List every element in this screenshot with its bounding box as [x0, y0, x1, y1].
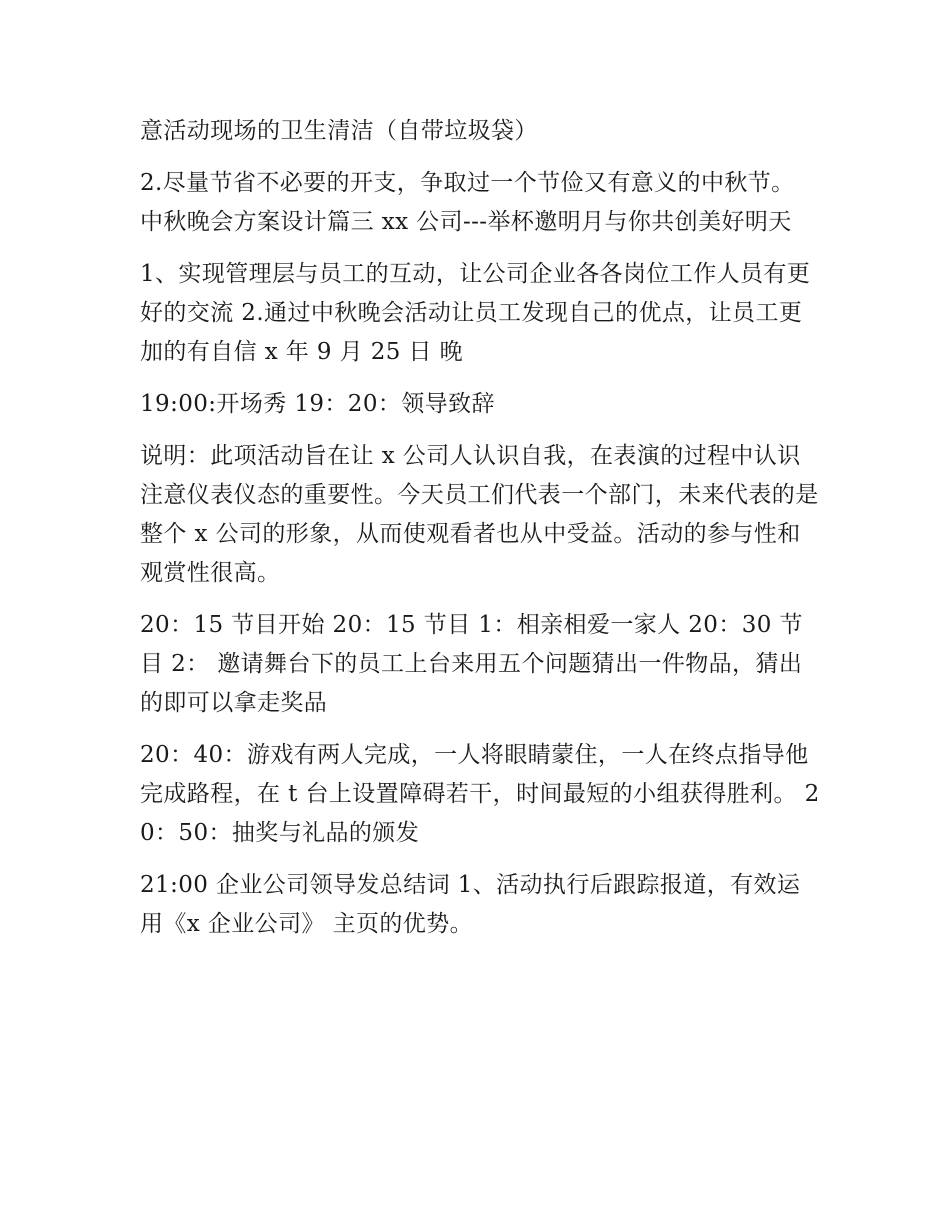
- paragraph-opening-schedule: 19:00:开场秀 19：20：领导致辞: [140, 391, 495, 417]
- document-body: [140, 112, 820, 957]
- paragraph-game-and-lottery: 20：40：游戏有两人完成，一人将眼睛蒙住，一人在终点指导他完成路程，在 t 台上设置障碍若干，时间最短的小组获得胜利。 20：50：抽奖与礼品的颁发: [140, 742, 820, 846]
- paragraph-activity-description: 说明：此项活动旨在让 x 公司人认识自我，在表演的过程中认识注意仪表仪态的重要性。今天员工们代表一个部门，未来代表的是整个 x 公司的形象，从而使观看者也从中受益。活动的参与性和观赏性很高。: [140, 443, 819, 586]
- paragraph-budget-and-title: 2.尽量节省不必要的开支，争取过一个节俭又有意义的中秋节。 中秋晚会方案设计篇三 xx 公司---举杯邀明月与你共创美好明天: [140, 170, 795, 235]
- paragraph-cleanup-note: 意活动现场的卫生清洁（自带垃圾袋）: [140, 118, 538, 144]
- paragraph-goals-and-date: 1、实现管理层与员工的互动，让公司企业各各岗位工作人员有更好的交流 2.通过中秋晚会活动让员工发现自己的优点，让员工更加的有自信 x 年 9 月 25 日 晚: [140, 261, 811, 365]
- paragraph-closing-remarks: 21:00 企业公司领导发总结词 1、活动执行后跟踪报道，有效运用《x 企业公司》 主页的优势。: [140, 872, 801, 937]
- paragraph-program-schedule: 20：15 节目开始 20：15 节目 1：相亲相爱一家人 20：30 节目 2： 邀请舞台下的员工上台来用五个问题猜出一件物品，猜出的即可以拿走奖品: [140, 612, 803, 716]
